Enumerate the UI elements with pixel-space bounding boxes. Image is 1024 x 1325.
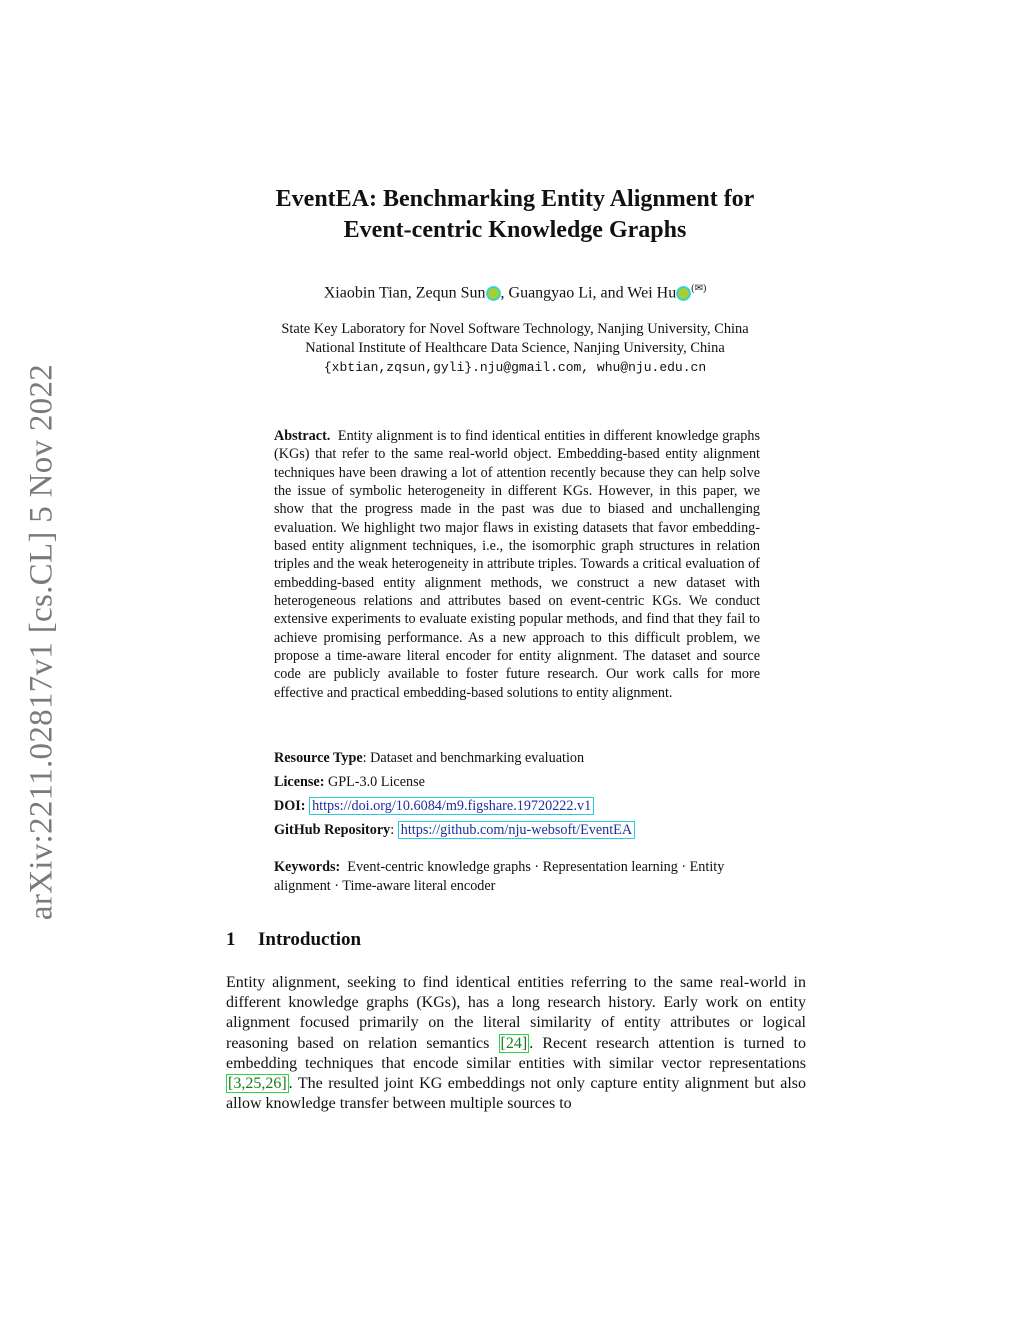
section-number: 1 xyxy=(226,929,236,950)
introduction-paragraph xyxy=(226,973,806,1114)
section-heading xyxy=(226,929,361,951)
github-link[interactable]: https://github.com/nju-websoft/EventEA xyxy=(398,821,635,839)
abstract xyxy=(274,427,760,702)
citation-link[interactable]: [24] xyxy=(500,1034,528,1052)
license xyxy=(274,773,764,791)
affiliation-line-2: National Institute of Healthcare Data Science, Nanjing University, China xyxy=(305,340,725,356)
affiliation-line-1: State Key Laboratory for Novel Software Technology, Nanjing University, China xyxy=(281,321,749,337)
title-line-1: EventEA: Benchmarking Entity Alignment for xyxy=(275,186,755,212)
section-title: Introduction xyxy=(258,929,362,950)
license-label: License: xyxy=(274,774,325,790)
keywords xyxy=(274,858,764,895)
author-list xyxy=(200,283,830,302)
orcid-icon[interactable] xyxy=(677,287,690,300)
arxiv-identifier: arXiv:2211.02817v1 [cs.CL] 5 Nov 2022 xyxy=(23,363,60,921)
keywords-text: Event-centric knowledge graphs · Representation learning · Entity alignment · Time-aware literal encoder xyxy=(274,859,725,894)
doi-link[interactable]: https://doi.org/10.6084/m9.figshare.19720222.v1 xyxy=(309,797,594,815)
github-label: GitHub Repository xyxy=(274,822,391,838)
authors-part-2: , Guangyao Li, and Wei Hu xyxy=(500,284,677,302)
paper-title xyxy=(200,184,830,246)
github-separator: : xyxy=(390,822,398,838)
abstract-text: Entity alignment is to find identical entities in different knowledge graphs (KGs) that refer to the same real-world object. Embedding-based entity alignment techniques have been drawing a lot of attention recently because they can help solve the issue of symbolic heterogeneity in different KGs. However, in this paper, we show that the progress made in the past was due to biased and unchallenging evaluation. We highlight two major flaws in existing datasets that favor embedding-based entity alignment techniques, i.e., the isomorphic graph structures in relation triples and the weak heterogeneity in attribute triples. Towards a critical evaluation of embedding-based entity alignment methods, we construct a new dataset with heterogeneous relations and attributes based on event-centric KGs. We conduct extensive experiments to evaluate existing popular methods, and find that they fail to achieve promising performance. As a new approach to this difficult problem, we propose a time-aware literal encoder for entity alignment. The dataset and source code are publicly available to foster future research. Our work calls for more effective and practical embedding-based solutions to entity alignment. xyxy=(274,428,760,701)
resource-type-label: Resource Type xyxy=(274,750,363,766)
affiliations xyxy=(200,320,830,377)
orcid-icon[interactable] xyxy=(487,287,500,300)
doi-label: DOI: xyxy=(274,798,306,814)
authors-part-1: Xiaobin Tian, Zequn Sun xyxy=(323,284,486,302)
resource-type-value: : Dataset and benchmarking evaluation xyxy=(362,750,585,766)
author-emails: {xbtian,zqsun,gyli}.nju@gmail.com, whu@nju.edu.cn xyxy=(323,360,707,375)
resource-type xyxy=(274,749,764,767)
abstract-label: Abstract. xyxy=(274,428,331,444)
citation-link[interactable]: [3,25,26] xyxy=(228,1075,287,1093)
license-value: GPL-3.0 License xyxy=(324,774,425,790)
intro-text-1: Entity alignment, seeking to find identical entities referring to the same real-world in different knowledge graphs (KGs), has a long research history. Early work on entity alignment focused primarily on the literal similarity of entity attributes or logical reasoning based on relation semantics xyxy=(226,974,806,1052)
keywords-label: Keywords: xyxy=(274,859,341,875)
intro-text-3: . The resulted joint KG embeddings not only capture entity alignment but also allow knowledge transfer between multiple sources to xyxy=(226,1075,806,1113)
doi xyxy=(274,797,764,815)
intro-text-2: . Recent research attention is turned to embedding techniques that encode similar entities with similar vector representations xyxy=(226,1034,806,1072)
github-repository xyxy=(274,821,764,839)
corresponding-author-mark: (✉) xyxy=(691,283,707,294)
title-line-2: Event-centric Knowledge Graphs xyxy=(343,217,687,243)
